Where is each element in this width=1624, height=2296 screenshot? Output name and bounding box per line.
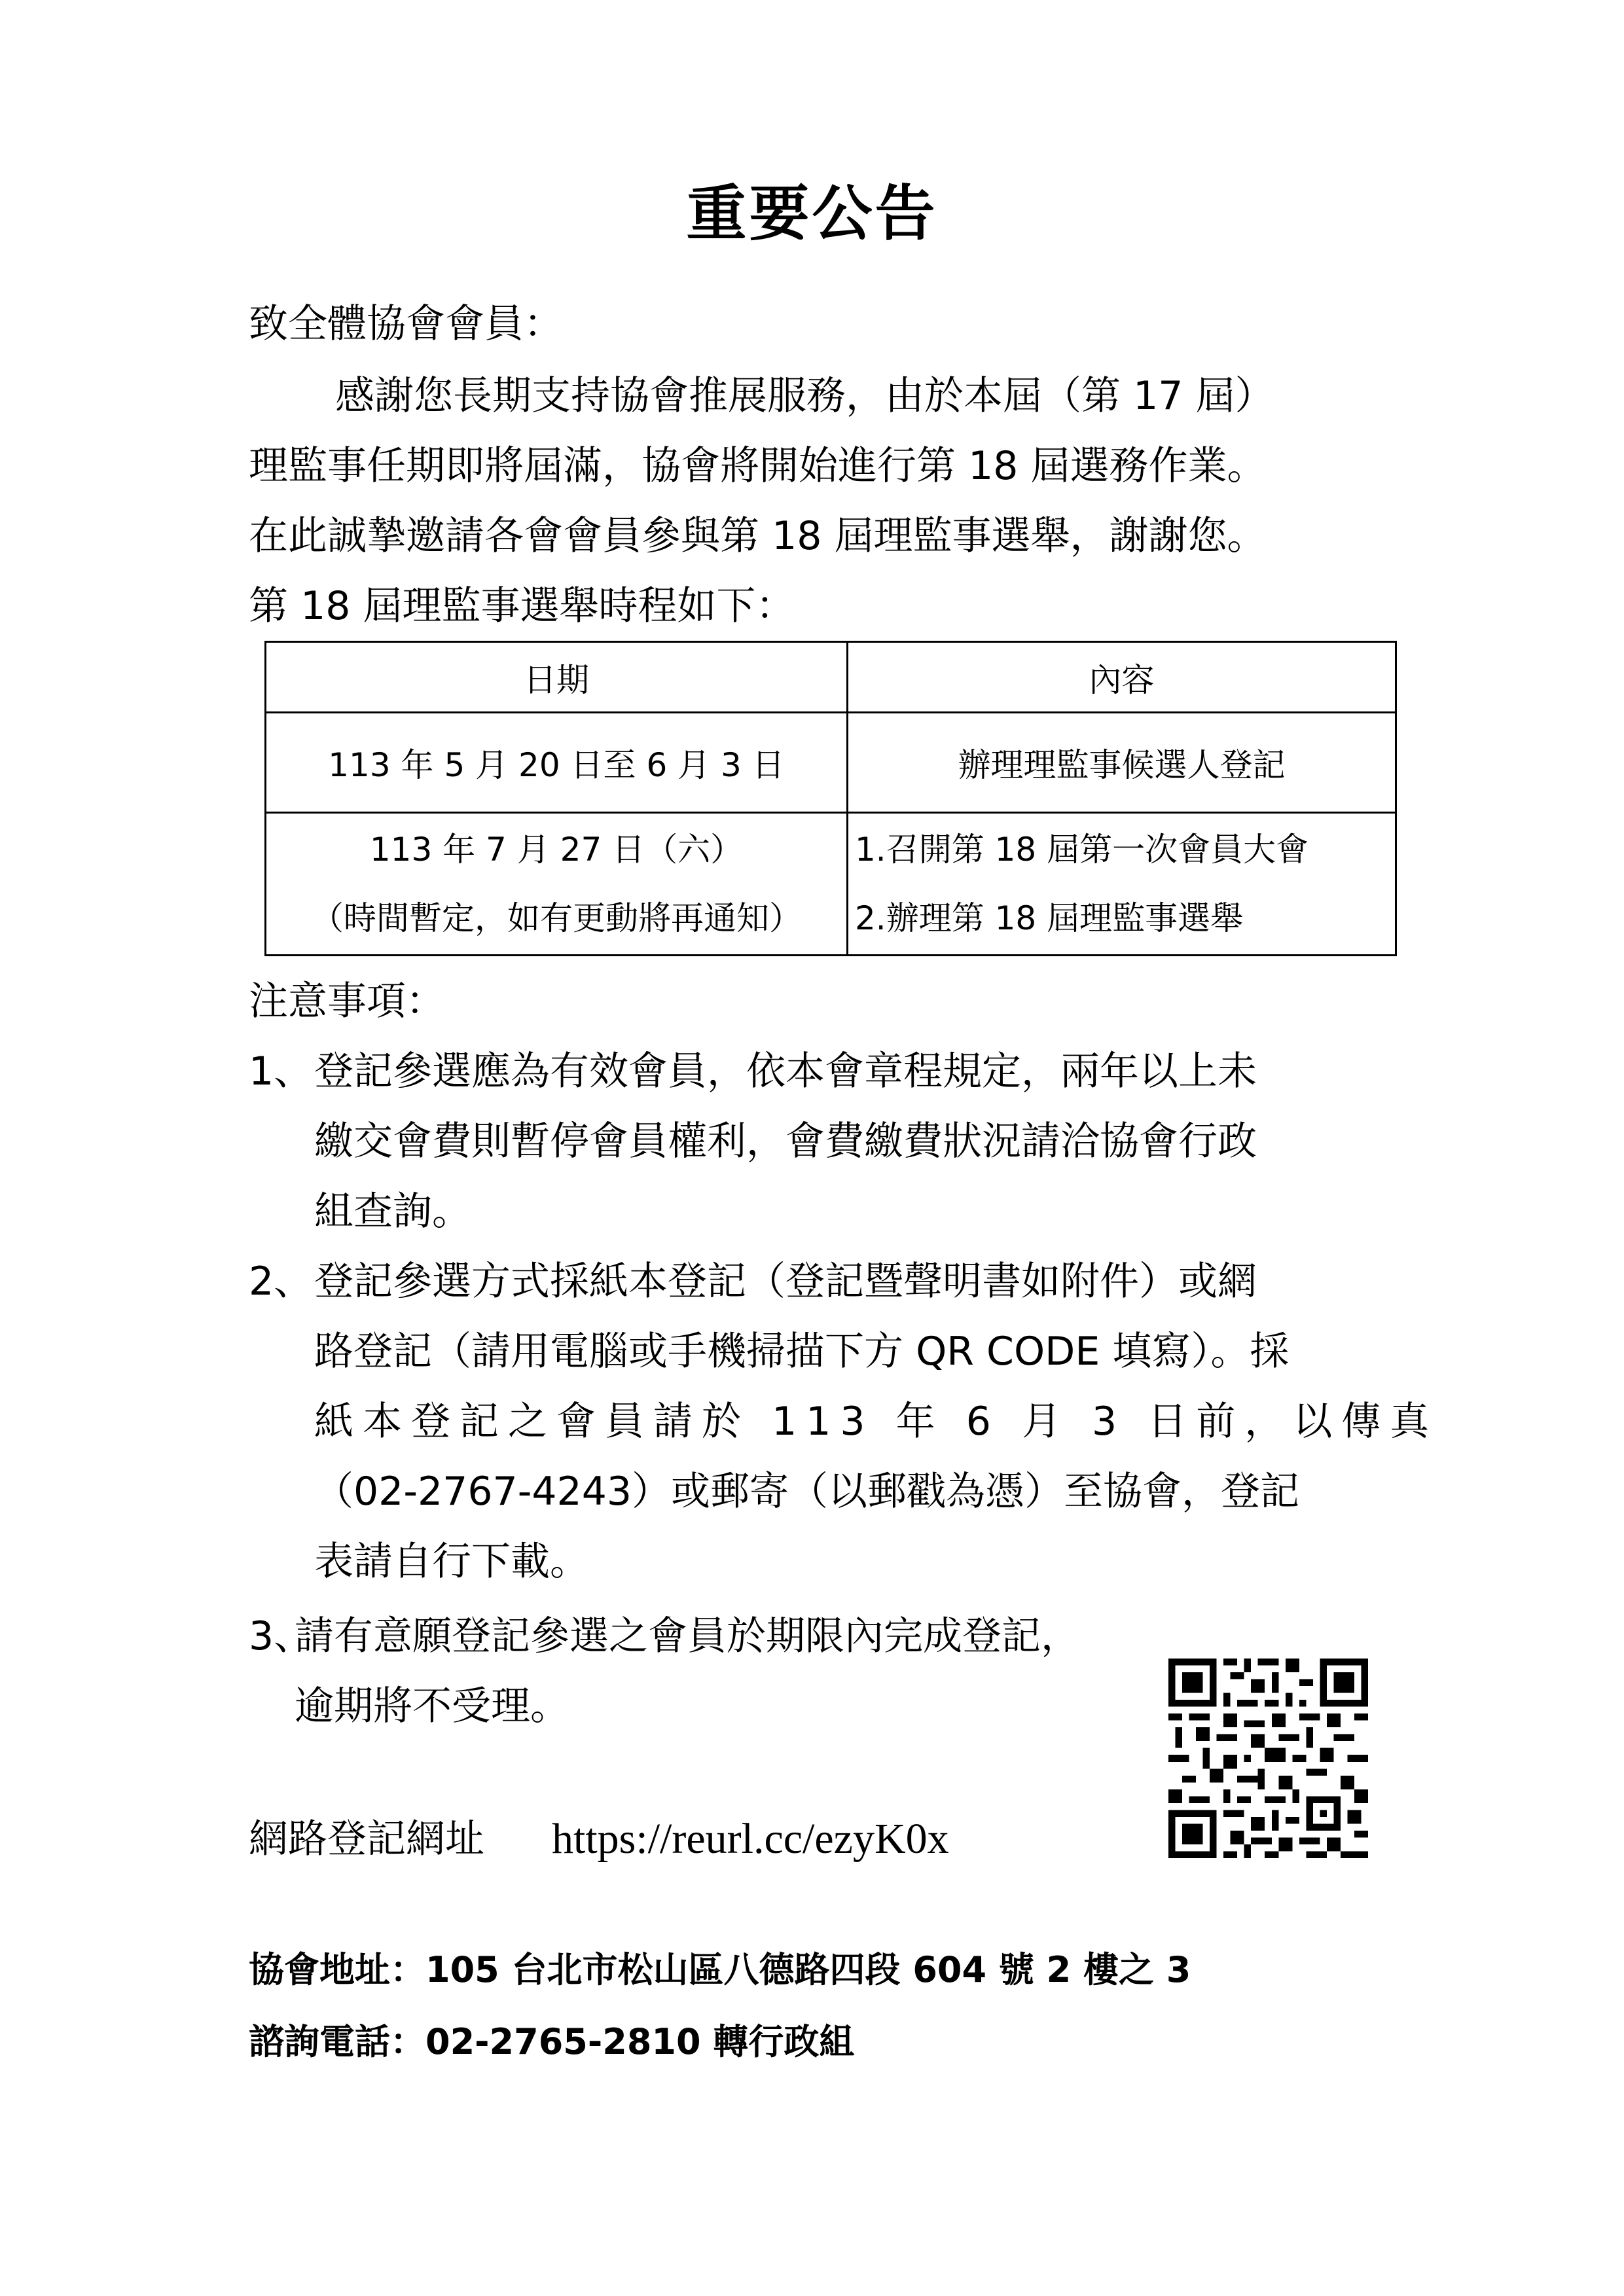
note-2-number: 2、 <box>249 1259 314 1304</box>
row2-content <box>848 813 1396 956</box>
table-header-date: 日期 <box>266 642 848 713</box>
note-3-number: 3、 <box>249 1613 314 1659</box>
note-3-line-2: 逾期將不受理。 <box>295 1683 569 1729</box>
intro-line-3: 在此誠摯邀請各會會員參與第 18 屆理監事選舉，謝謝您。 <box>249 513 1267 559</box>
note-2-line-2: 路登記（請用電腦或手機掃描下方 QR CODE 填寫）。採 <box>314 1329 1290 1374</box>
row2-content-line1: 1.召開第 18 屆第一次會員大會 <box>855 830 1309 869</box>
note-1-line-3: 組查詢。 <box>314 1189 471 1234</box>
table-header-content: 內容 <box>848 642 1396 713</box>
intro-line-2: 理監事任期即將屆滿，協會將開始進行第 18 屆選務作業。 <box>249 443 1267 489</box>
table-header-row <box>266 642 1396 713</box>
election-schedule-table <box>264 641 1397 956</box>
notes-heading: 注意事項： <box>249 978 445 1024</box>
note-2-line-4: （02-2767-4243）或郵寄（以郵戳為憑）至協會，登記 <box>314 1469 1300 1515</box>
intro-line-4: 第 18 屆理監事選舉時程如下： <box>249 583 795 629</box>
note-2-line-5: 表請自行下載。 <box>314 1539 589 1585</box>
note-1-line-1: 登記參選應為有效會員，依本會章程規定，兩年以上未 <box>314 1049 1257 1094</box>
qr-code-icon[interactable] <box>1168 1659 1368 1858</box>
online-registration-label: 網路登記網址 <box>249 1816 484 1862</box>
note-1-number: 1、 <box>249 1049 314 1094</box>
note-2-line-3: 紙本登記之會員請於 113 年 6 月 3 日前，以傳真 <box>314 1399 1439 1444</box>
row2-date <box>266 813 848 956</box>
table-row <box>266 713 1396 813</box>
table-row <box>266 813 1396 956</box>
association-address: 協會地址：105 台北市松山區八德路四段 604 號 2 樓之 3 <box>249 1949 1191 1990</box>
row2-date-line2: （時間暫定，如有更動將再通知） <box>311 899 802 937</box>
note-3-line-1: 請有意願登記參選之會員於期限內完成登記， <box>295 1613 1080 1659</box>
online-registration-url[interactable]: https://reurl.cc/ezyK0x <box>552 1815 949 1863</box>
intro-line-1: 感謝您長期支持協會推展服務，由於本屆（第 17 屆） <box>335 373 1274 419</box>
page-title: 重要公告 <box>686 179 938 249</box>
note-2-line-1: 登記參選方式採紙本登記（登記暨聲明書如附件）或網 <box>314 1259 1257 1304</box>
contact-phone: 諮詢電話：02-2765-2810 轉行政組 <box>249 2021 855 2062</box>
row1-date: 113 年 5 月 20 日至 6 月 3 日 <box>266 713 848 813</box>
note-1-line-2: 繳交會費則暫停會員權利，會費繳費狀況請洽協會行政 <box>314 1119 1257 1164</box>
row1-content: 辦理理監事候選人登記 <box>848 713 1396 813</box>
salutation: 致全體協會會員： <box>249 301 563 347</box>
row2-date-line1: 113 年 7 月 27 日（六） <box>369 830 744 869</box>
row2-content-line2: 2.辦理第 18 屆理監事選舉 <box>855 899 1244 937</box>
